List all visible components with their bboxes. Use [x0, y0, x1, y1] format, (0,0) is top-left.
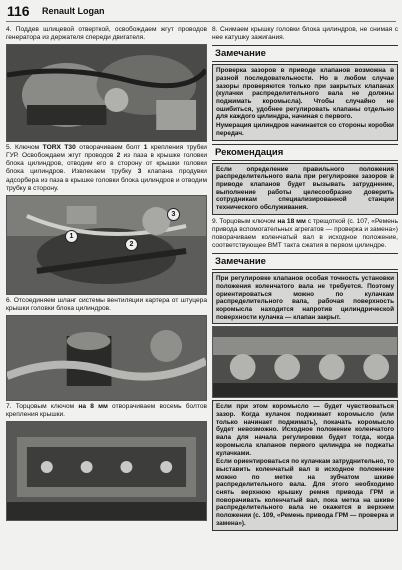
callout-2: 2 [125, 238, 138, 251]
note-3-text-1: Если при этом коромысло — будет чувствоваться зазор. Когда кулачок поджимает коромысло (или только начинает поджимать), покачать коромысло будет невозможно. Исходное положение коленчатого вала для начала регулировки будет тогда, когда коромысла клапанов первого цилиндра не поджаты кулачками. [216, 403, 394, 457]
note-box-2 [212, 272, 398, 324]
note-2-text: При регулировке клапанов особая точность установки положения коленчатого вала не требуется. Поэтому ориентироваться можно по кулачкам распределительного вала, рабочая поверхность коромысла находится напротив цилиндрической поверхности кулачка — клапан закрыт. [216, 275, 394, 321]
engine-photo-generator [6, 44, 207, 142]
note-heading-1: Замечание [212, 45, 398, 62]
page-header [0, 0, 402, 22]
engine-photo-cover-bolts [6, 421, 207, 521]
step-5-text: 5. Ключом TORX T30 отворачиваем болт 1 крепления трубки ГУР. Освобождаем жгут проводов 2 из паза в крышке головки блока цилиндров, отводим его в сторону от крышки головки блока цилиндров. Извлекаем трубку 3 клапана продувки адсорбера из паза в крышке головки блока цилиндров и отводим трубку в сторону. [6, 144, 208, 192]
recommendation-text: Если определение правильного положения распределительного вала при регулировке зазоров в приводе клапанов будет вызывать затруднение, выполнение работы целесообразно доверить сотрудникам специализированной станции технического обслуживания. [216, 165, 394, 212]
step-6-text: 6. Отсоединяем шланг системы вентиляции картера от штуцера крышки головки блока цилиндров. [6, 296, 207, 312]
note-1-text: Проверка зазоров в приводе клапанов возможна в разной последовательности. Но в любом случае зазоры проверяются только при закрытых клапанах (кулачки распределительного вала не должны поджимать коромысла). Чтобы случайно не ошибиться, удобнее регулировать клапаны отдельно для каждого цилиндра, начиная с первого. [216, 67, 394, 121]
recommendation-heading: Рекомендация [212, 144, 398, 161]
note-heading-2: Замечание [212, 253, 398, 270]
valve-photo [212, 326, 398, 398]
engine-photo-hose [6, 315, 207, 401]
right-column [212, 26, 398, 564]
note-1-text-2: Нумерация цилиндров начинается со стороны коробки передач. [216, 122, 394, 137]
running-title: Renault Logan [42, 6, 105, 16]
note-box-3 [212, 400, 398, 530]
note-box-1 [212, 64, 398, 140]
header-rule [6, 21, 396, 22]
step-7-text: 7. Торцовым ключом на 8 мм отворачиваем восемь болтов крепления крышки. [6, 402, 207, 419]
note-3-text-2: Если ориентироваться по кулачкам затруднительно, то выставить коленчатый вал в исходное положение можно по метке на зубчатом шкиве распределительного вала. Для этого необходимо снять верхнюю крышку ремня привода ГРМ и поворачивать коленчатый вал, пока метка на шкиве распределительного вала не окажется в верхнем положении (с. 109, «Ремень привода ГРМ — проверка и замена»). [216, 458, 394, 527]
recommendation-box [212, 163, 398, 215]
left-column [6, 26, 207, 564]
step-8-text: 8. Снимаем крышку головки блока цилиндров, не снимая с нее катушку зажигания. [212, 26, 398, 42]
engine-photo-callouts [6, 195, 207, 295]
step-4-text: 4. Поддев шлицевой отверткой, освобождаем жгут проводов генератора из держателя спереди двигателя. [6, 26, 207, 42]
page-number: 116 [7, 3, 30, 19]
callout-1: 1 [65, 230, 78, 243]
callout-3: 3 [167, 208, 180, 221]
step-9-text: 9. Торцовым ключом на 18 мм с трещоткой (с. 107, «Ремень привода вспомогательных агрегатов — проверка и замена») поворачиваем коленчатый вал в исходное положение, соответствующее ВМТ такта сжатия в первом цилиндре. [212, 217, 398, 250]
